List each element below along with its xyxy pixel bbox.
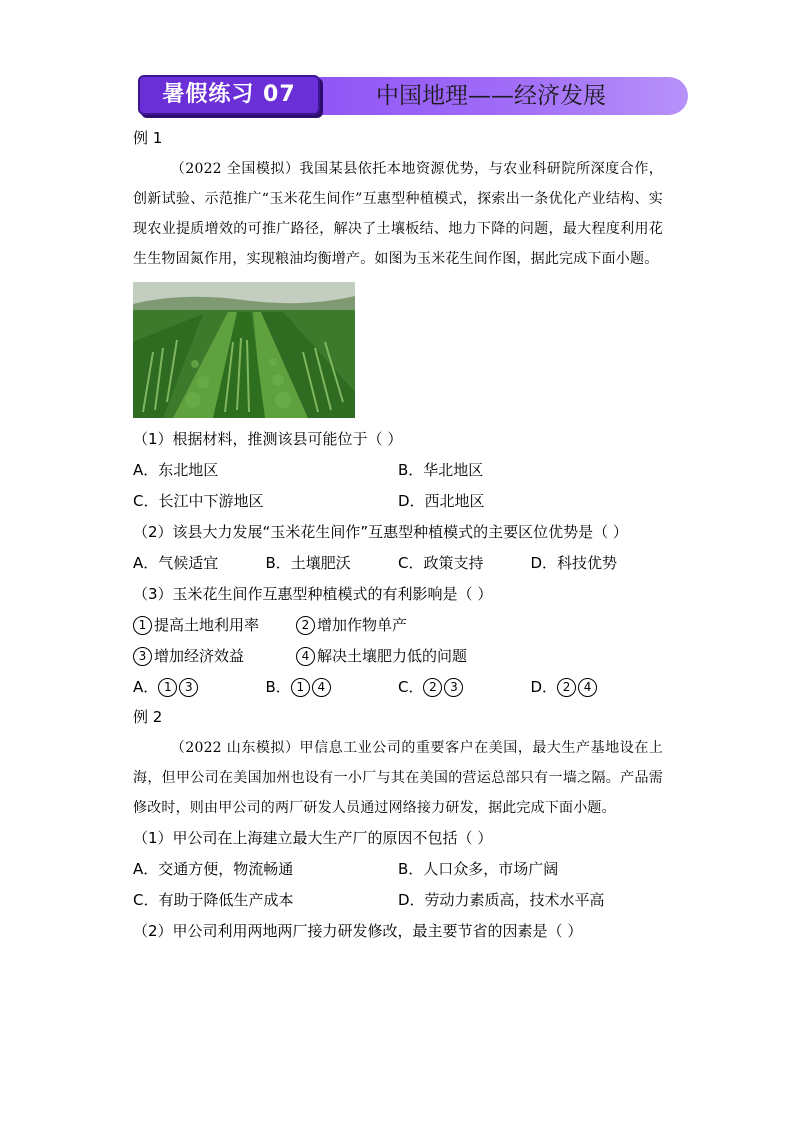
example-1-passage: （2022 全国模拟）我国某县依托本地资源优势，与农业科研院所深度合作，创新试验、示范推广“玉米花生间作”互惠型种植模式，探索出一条优化产业结构、实现农业提质增效的可推广路径，解决了土壤板结、地力下降的问题，最大程度利用花生生物固氮作用，实现粮油均衡增产。如图为玉米花生间作图，据此完成下面小题。 [133,161,663,267]
option-c[interactable]: C．政策支持 [398,554,484,572]
question-2-1-options-row-2 [133,885,663,916]
circled-number: 2 [296,616,315,635]
section-title: 中国地理——经济发展 [376,83,606,109]
option-b[interactable]: B．土壤肥沃 [265,554,351,572]
option-d[interactable]: D．劳动力素质高，技术水平高 [398,891,605,909]
circled-number: 3 [133,647,152,666]
option-b[interactable]: B．华北地区 [398,461,484,479]
example-2-label: 例 2 [133,708,163,726]
option-c[interactable]: C．长江中下游地区 [133,492,264,510]
option-b[interactable]: B． 1 4 [266,672,399,703]
option-a[interactable]: A．气候适宜 [133,554,219,572]
statement-1: 1 提高土地利用率 [133,610,296,641]
question-1-2-options [133,548,663,579]
example-1-label: 例 1 [133,129,163,147]
question-2-2-stem: （2）甲公司利用两地两厂接力研发修改，最主要节省的因素是（ ） [133,922,583,940]
option-a[interactable]: A． 1 3 [133,672,266,703]
question-1-1-stem: （1）根据材料，推测该县可能位于（ ） [133,430,403,448]
statement-4: 4 解决土壤肥力低的问题 [296,641,467,672]
question-2-1-stem: （1）甲公司在上海建立最大生产厂的原因不包括（ ） [133,829,493,847]
exercise-tag: 暑假练习 07 [138,75,320,115]
question-1-2-stem: （2）该县大力发展“玉米花生间作”互惠型种植模式的主要区位优势是（ ） [133,523,628,541]
field-illustration [133,282,355,418]
section-header [136,75,688,117]
option-a[interactable]: A．交通方便，物流畅通 [133,860,294,878]
question-1-1-options-row-2 [133,486,663,517]
question-2-1-options-row-1 [133,854,663,885]
option-d[interactable]: D． 2 4 [531,672,664,703]
question-1-3-statements-row-2 [133,641,663,672]
option-a[interactable]: A．东北地区 [133,461,219,479]
statement-2: 2 增加作物单产 [296,610,407,641]
question-1-3-statements-row-1 [133,610,663,641]
option-d[interactable]: D．西北地区 [398,492,485,510]
question-1-1-options-row-1 [133,455,663,486]
option-c[interactable]: C． 2 3 [398,672,531,703]
circled-number: 4 [296,647,315,666]
option-c[interactable]: C．有助于降低生产成本 [133,891,294,909]
option-b[interactable]: B．人口众多，市场广阔 [398,860,559,878]
corn-peanut-intercrop-photo [133,282,355,418]
question-1-3-stem: （3）玉米花生间作互惠型种植模式的有利影响是（ ） [133,585,493,603]
option-d[interactable]: D．科技优势 [530,554,618,572]
circled-number: 1 [133,616,152,635]
question-1-3-options [133,672,663,703]
content [133,128,663,947]
statement-3: 3 增加经济效益 [133,641,296,672]
example-2-passage: （2022 山东模拟）甲信息工业公司的重要客户在美国，最大生产基地设在上海，但甲公司在美国加州也设有一小厂与其在美国的营运总部只有一墙之隔。产品需修改时，则由甲公司的两厂研发人员通过网络接力研发，据此完成下面小题。 [133,740,663,816]
